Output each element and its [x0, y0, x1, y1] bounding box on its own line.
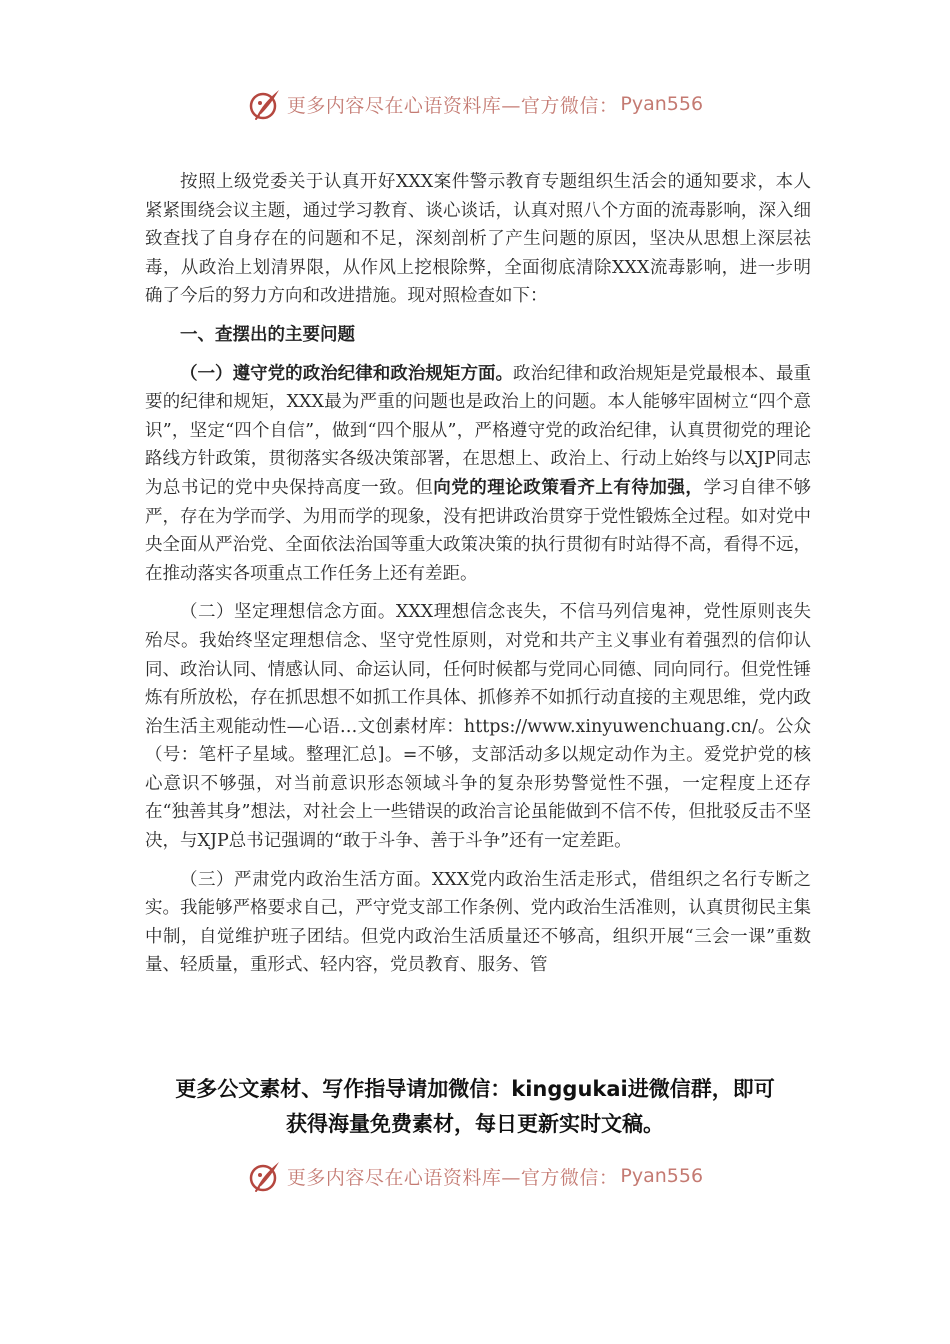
banner-text: 更多内容尽在心语资料库—官方微信： [286, 1166, 619, 1189]
intro-paragraph: 按照上级党委关于认真开好XXX案件警示教育专题组织生活会的通知要求，本人紧紧围绕会议主题，通过学习教育、谈心谈话，认真对照八个方面的流毒影响，深入细致查找了自身存在的问题和不足，深刻剖析了产生问题的原因，坚决从思想上深层祛毒，从政治上划清界限，从作风上挖根除弊，全面彻底清除XXX流毒影响，进一步明确了今后的努力方向和改进措施。现对照检查如下： [145, 172, 811, 307]
section-heading: 一、查摆出的主要问题 [180, 324, 355, 345]
promo-line-1: 更多公文素材、写作指导请加微信：kinggukai进微信群，即可 [175, 1077, 775, 1101]
document-body [145, 168, 811, 990]
quill-logo-icon [247, 1158, 283, 1194]
paragraph-bold-phrase: 向党的理论政策看齐上有待加强， [433, 477, 704, 498]
paragraph-lead: （一）遵守党的政治纪律和政治规矩方面。 [180, 363, 514, 384]
promo-line-2: 获得海量免费素材，每日更新实时文稿。 [286, 1112, 664, 1136]
quill-logo-icon [247, 86, 283, 122]
paragraph-party-life: （三）严肃党内政治生活方面。XXX党内政治生活走形式，借组织之名行专断之实。我能够严格要求自己，严守党支部工作条例、党内政治生活准则，认真贯彻民主集中制，自觉维护班子团结。但党内政治生活质量还不够高，组织开展“三会一课”重数量、轻质量，重形式、轻内容，党员教育、服务、管 [145, 869, 811, 976]
footer-banner [0, 1156, 950, 1196]
banner-handle: Pyan556 [620, 93, 704, 115]
banner-handle: Pyan556 [620, 1165, 704, 1187]
header-banner [0, 84, 950, 124]
promo-text [110, 1072, 840, 1142]
paragraph-ideals-beliefs: （二）坚定理想信念方面。XXX理想信念丧失，不信马列信鬼神，党性原则丧失殆尽。我始终坚定理想信念、坚守党性原则，对党和共产主义事业有着强烈的信仰认同、政治认同、情感认同、命运认同，任何时候都与党同心同德、同向同行。但党性锤炼有所放松，存在抓思想不如抓工作具体、抓修养不如抓行动直接的主观思维，党内政治生活主观能动性—心语…文创素材库：https://www.xinyuwenchuang.cn/。公众（号：笔杆子星域。整理汇总]。=不够，支部活动多以规定动作为主。爱党护党的核心意识不够强，对当前意识形态领域斗争的复杂形势警觉性不强，一定程度上还存在“独善其身”想法，对社会上一些错误的政治言论虽能做到不信不传，但批驳反击不坚决，与XJP总书记强调的“敢于斗争、善于斗争”还有一定差距。 [145, 602, 811, 852]
paragraph-text: 学习自律不够严，存在为学而学、为用而学的现象，没有把讲政治贯穿于党性锻炼全过程。如对党中央全面从严治党、全面依法治国等重大政策决策的执行贯彻有时站得不高，看得不远，在推动落实各项重点工作任务上还有差距。 [145, 477, 812, 584]
paragraph-political-discipline [145, 360, 811, 589]
paragraph-text: 政治纪律和政治规矩是党最根本、最重要的纪律和规矩，XXX最为严重的问题也是政治上的问题。本人能够牢固树立“四个意识”，坚定“四个自信”，做到“四个服从”，严格遵守党的政治纪律，认真贯彻党的理论路线方针政策，贯彻落实各级决策部署，在思想上、政治上、行动上始终与以XJP同志为总书记的党中央保持高度一致。但 [145, 363, 812, 498]
banner-text: 更多内容尽在心语资料库—官方微信： [286, 94, 619, 117]
